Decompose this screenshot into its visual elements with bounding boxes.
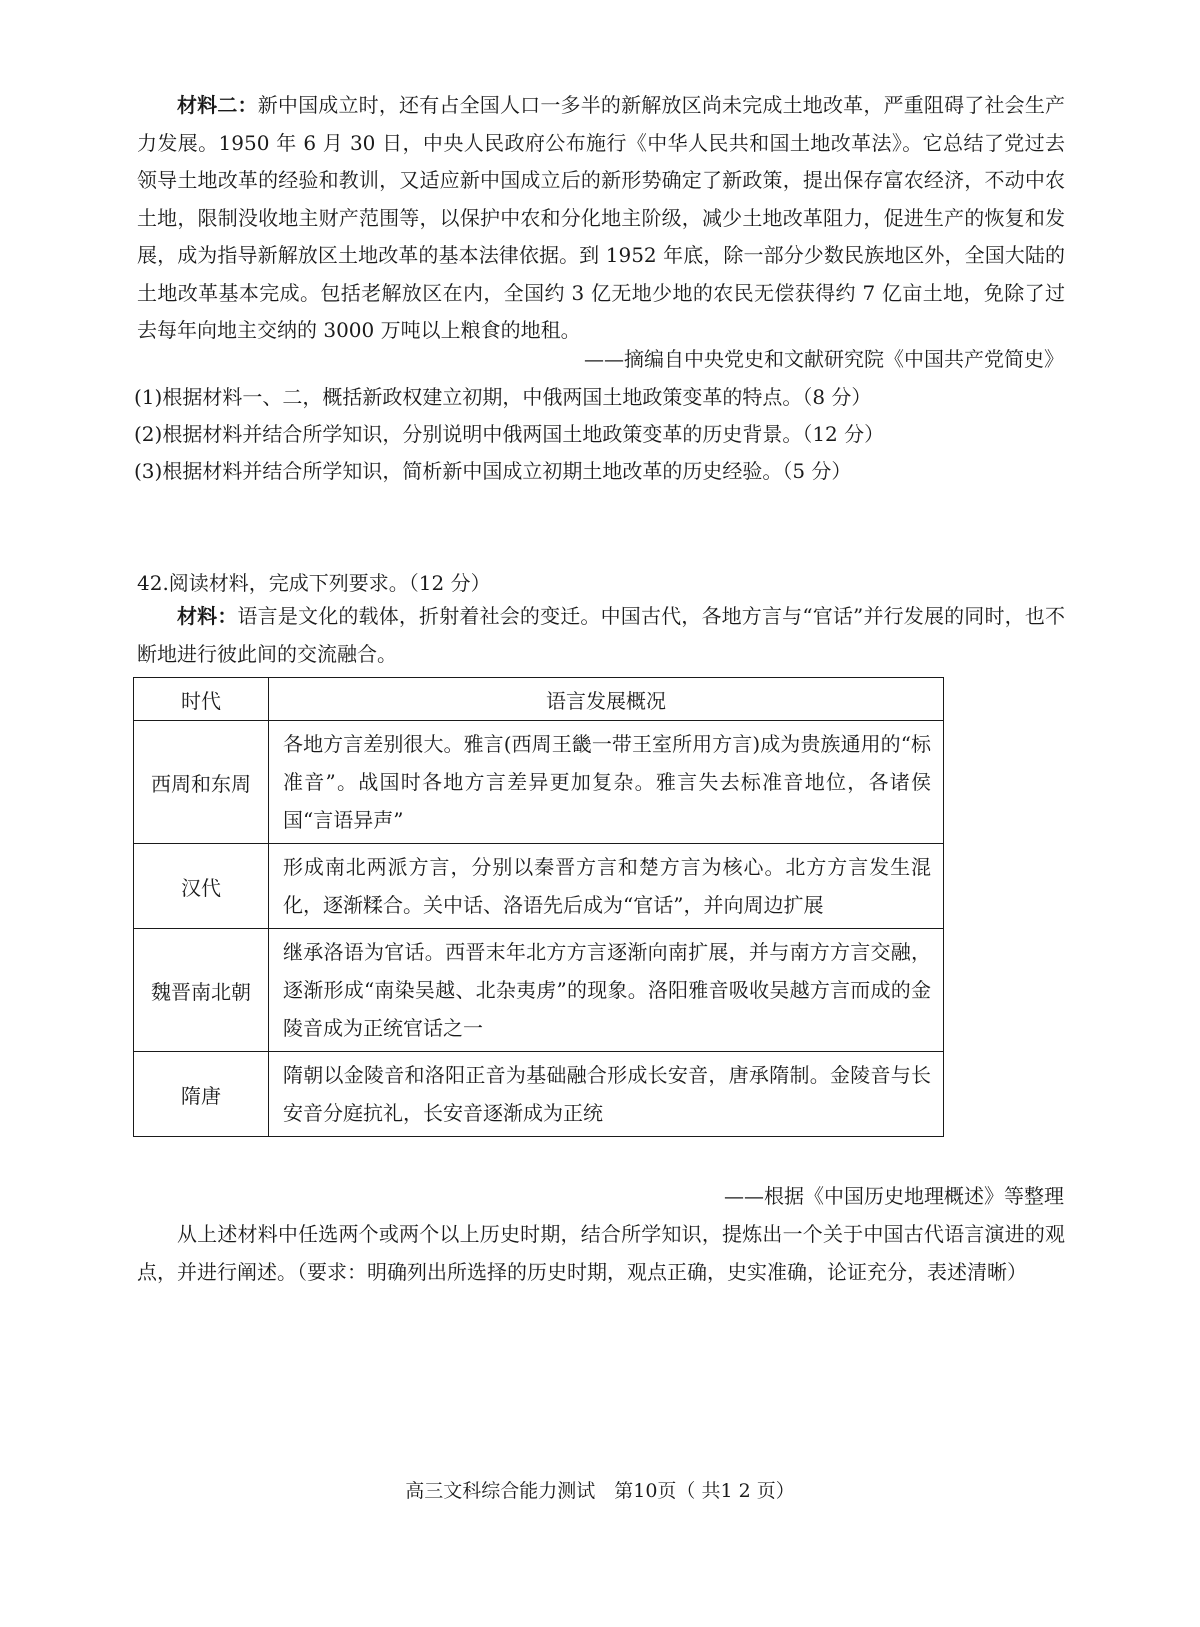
table-row: [134, 844, 944, 929]
question-42-material-text: 语言是文化的载体，折射着社会的变迁。中国古代，各地方言与“官话”并行发展的同时，也不断地进行彼此间的交流融合。: [137, 604, 1065, 666]
question-42-task: 从上述材料中任选两个或两个以上历史时期，结合所学知识，提炼出一个关于中国古代语言演进的观点，并进行阐述。（要求：明确列出所选择的历史时期，观点正确，史实准确，论证充分，表述清晰）: [137, 1222, 1065, 1284]
material-two-source: ——摘编自中央党史和文献研究院《中国共产党简史》: [584, 347, 1064, 371]
material-two-paragraph: [137, 87, 1065, 350]
question-42-material-label: 材料：: [177, 604, 238, 628]
table-header-overview: 语言发展概况: [269, 678, 944, 721]
question-42-material: [137, 598, 1065, 673]
table-header-era: 时代: [134, 678, 269, 721]
question-41-item-3: (3)根据材料并结合所学知识，简析新中国成立初期土地改革的历史经验。（5 分）: [134, 459, 852, 483]
table-header-row: [134, 678, 944, 721]
table-row: [134, 1052, 944, 1137]
table-cell-desc: 继承洛语为官话。西晋末年北方方言逐渐向南扩展，并与南方方言交融，逐渐形成“南染吴越、北杂夷虏”的现象。洛阳雅音吸收吴越方言而成的金陵音成为正统官话之一: [269, 929, 944, 1052]
question-41-item-1: (1)根据材料一、二，概括新政权建立初期，中俄两国土地政策变革的特点。（8 分）: [134, 385, 872, 409]
table-row: [134, 721, 944, 844]
table-cell-era: 魏晋南北朝: [134, 929, 269, 1052]
table-cell-era: 汉代: [134, 844, 269, 929]
table-cell-desc: 形成南北两派方言，分别以秦晋方言和楚方言为核心。北方方言发生混化，逐渐糅合。关中话、洛语先后成为“官话”，并向周边扩展: [269, 844, 944, 929]
table-cell-desc: 隋朝以金陵音和洛阳正音为基础融合形成长安音，唐承隋制。金陵音与长安音分庭抗礼，长安音逐渐成为正统: [269, 1052, 944, 1137]
question-41-list: [134, 379, 1074, 490]
material-two-text: 新中国成立时，还有占全国人口一多半的新解放区尚未完成土地改革，严重阻碍了社会生产力发展。1950 年 6 月 30 日，中央人民政府公布施行《中华人民共和国土地改革法》。它总结了党过去领导土地改革的经验和教训，又适应新中国成立后的新形势确定了新政策，提出保存富农经济，不动中农土地，限制没收地主财产范围等，以保护中农和分化地主阶级，减少土地改革阻力，促进生产的恢复和发展，成为指导新解放区土地改革的基本法律依据。到 1952 年底，除一部分少数民族地区外，全国大陆的土地改革基本完成。包括老解放区在内，全国约 3 亿无地少地的农民无偿获得约 7 亿亩土地，免除了过去每年向地主交纳的 3000 万吨以上粮食的地租。: [137, 93, 1066, 342]
table-row: [134, 929, 944, 1052]
question-41-item-2: (2)根据材料并结合所学知识，分别说明中俄两国土地政策变革的历史背景。（12 分）: [134, 422, 885, 446]
material-two-label: 材料二：: [177, 93, 258, 117]
language-development-table: [133, 677, 944, 1137]
table-source: ——根据《中国历史地理概述》等整理: [724, 1184, 1064, 1208]
table-cell-era: 隋唐: [134, 1052, 269, 1137]
table-cell-desc: 各地方言差别很大。雅言(西周王畿一带王室所用方言)成为贵族通用的“标准音”。战国时各地方言差异更加复杂。雅言失去标准音地位，各诸侯国“言语异声”: [269, 721, 944, 844]
question-42-title: 42.阅读材料，完成下列要求。（12 分）: [137, 571, 491, 595]
table-cell-era: 西周和东周: [134, 721, 269, 844]
page-footer: 高三文科综合能力测试 第10页（ 共1 2 页）: [405, 1480, 795, 1502]
